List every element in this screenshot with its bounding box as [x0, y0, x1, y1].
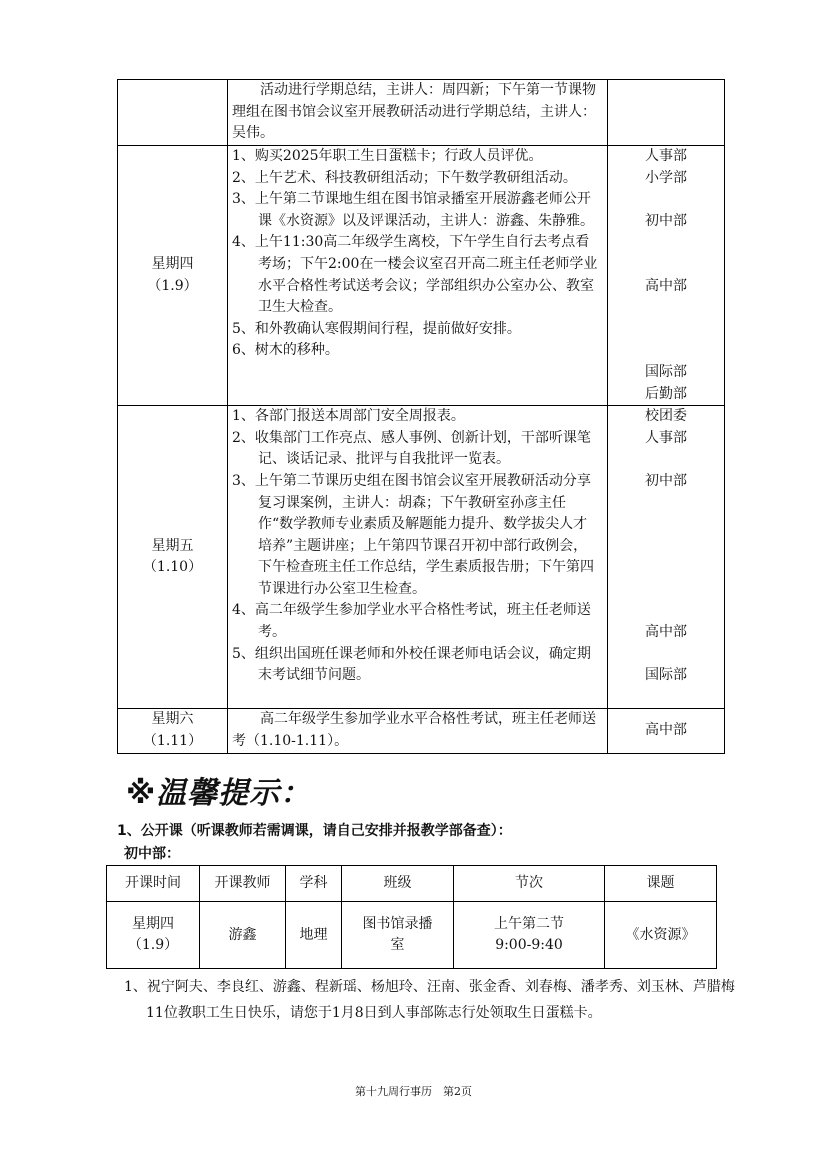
cell-room: 图书馆录播室 — [342, 902, 454, 969]
cell-period — [454, 902, 605, 969]
cell-topic: 《水资源》 — [605, 902, 717, 969]
table-row — [107, 902, 717, 969]
list-item: 1、各部门报送本周部门安全周报表。 — [232, 408, 465, 425]
schedule-row-thursday — [118, 146, 725, 406]
header-teacher: 开课教师 — [200, 866, 286, 902]
time-date: （1.9） — [127, 937, 179, 953]
day-cell-saturday — [118, 709, 228, 753]
dept-label: 高中部 — [645, 624, 687, 641]
friday-content — [228, 406, 608, 709]
dept-label: 初中部 — [645, 472, 687, 489]
header-time: 开课时间 — [107, 866, 200, 902]
list-item: 2、收集部门工作亮点、感人事例、创新计划，干部听课笔记、谈话记录、批评与自我批评一览表。 — [232, 429, 591, 468]
dept-spacer — [608, 536, 724, 558]
thursday-depts — [608, 146, 725, 406]
schedule-row-saturday — [118, 709, 725, 753]
day-date: （1.10） — [142, 559, 203, 576]
dept-label: 高中部 — [645, 277, 687, 294]
dept-spacer — [608, 600, 724, 622]
list-item: 3、上午第二节课地生组在图书馆录播室开展游鑫老师公开课《水资源》以及评课活动，主讲人：游鑫、朱静雅。 — [232, 191, 594, 229]
dept-label: 后勤部 — [645, 385, 687, 402]
schedule-table — [117, 79, 725, 754]
list-item: 3、上午第二节课历史组在图书馆会议室开展教研活动分享复习课案例，主讲人：胡森；下午教研室孙彦主任作“数学教师专业素质及解题能力提升、数学拔尖人才培养”主题讲座；上午第四节课召开初中部行政例会，下午检查班主任工作总结，学生素质报告册；下午第四节课进行办公室卫生检查。 — [232, 472, 594, 597]
continued-text: 活动进行学期总结，主讲人：周四新；下午第一节课物理组在图书馆会议室开展教研活动进行学期总结，主讲人：吴伟。 — [232, 82, 596, 142]
dept-label: 国际部 — [645, 363, 687, 380]
friday-depts — [608, 406, 725, 709]
day-cell-empty — [118, 80, 228, 146]
period-name: 上午第二节 — [494, 916, 564, 932]
list-item: 6、树木的移种。 — [232, 342, 339, 359]
list-item: 4、高二年级学生参加学业水平合格性考试，班主任老师送考。 — [232, 602, 591, 641]
cell-subject: 地理 — [286, 902, 342, 969]
header-subject: 学科 — [286, 866, 342, 902]
dept-label: 国际部 — [645, 667, 687, 684]
saturday-content — [228, 709, 608, 753]
saturday-text: 高二年级学生参加学业水平合格性考试，班主任老师送考（1.10-1.11）。 — [232, 711, 596, 750]
header-period: 节次 — [454, 866, 605, 902]
dept-spacer — [608, 687, 724, 709]
period-time: 9:00-9:40 — [495, 937, 563, 953]
dept-spacer — [608, 493, 724, 515]
dept-spacer — [608, 579, 724, 601]
dept-label: 校团委 — [645, 408, 687, 425]
dept-spacer — [608, 449, 724, 471]
table-header-row — [107, 866, 717, 902]
dept-spacer — [608, 232, 724, 254]
dept-label: 人事部 — [645, 148, 687, 164]
dept-spacer — [608, 189, 724, 211]
day-date: （1.11） — [142, 733, 203, 750]
header-topic: 课题 — [605, 866, 717, 902]
time-day: 星期四 — [132, 916, 174, 932]
dept-spacer — [608, 644, 724, 666]
open-class-table — [106, 865, 717, 969]
list-item: 5、和外教确认寒假期间行程，提前做好安排。 — [232, 320, 521, 337]
tips-title: ※温馨提示： — [126, 776, 312, 811]
dept-label: 人事部 — [645, 429, 687, 446]
cell-teacher: 游鑫 — [200, 902, 286, 969]
list-item: 1、购买2025年职工生日蛋糕卡；行政人员评优。 — [232, 148, 543, 164]
birthday-notice: 1、祝宁阿夫、李良红、游鑫、程新瑶、杨旭玲、汪南、张金香、刘春梅、潘孝秀、刘玉林、芦腊梅11位教职工生日快乐，请您于1月8日到人事部陈志行处领取生日蛋糕卡。 — [124, 979, 735, 1021]
dept-spacer — [608, 319, 724, 341]
day-label: 星期六 — [151, 711, 194, 728]
section-heading: 1、公开课（听课教师若需调课，请自己安排并报教学部备查）： — [117, 823, 512, 839]
dept-label: 小学部 — [645, 169, 687, 186]
cell-time — [107, 902, 200, 969]
dept-label: 高中部 — [645, 722, 687, 739]
dept-spacer — [608, 340, 724, 362]
section-subheading: 初中部： — [124, 846, 180, 862]
page-footer: 第十九周行事历 第2页 — [355, 1085, 472, 1098]
schedule-row-friday — [118, 406, 725, 709]
dept-label: 初中部 — [645, 212, 687, 229]
day-label: 星期四 — [151, 255, 194, 272]
list-item: 5、组织出国班任课老师和外校任课老师电话会议，确定期末考试细节问题。 — [232, 645, 591, 684]
list-item: 2、上午艺术、科技教研组活动；下午数学教研组活动。 — [232, 169, 577, 186]
saturday-dept — [608, 709, 725, 753]
schedule-row-continued — [118, 80, 725, 146]
dept-spacer — [608, 254, 724, 276]
day-cell-thursday — [118, 146, 228, 406]
dept-spacer — [608, 557, 724, 579]
dept-spacer — [608, 297, 724, 319]
thursday-content — [228, 146, 608, 406]
day-label: 星期五 — [151, 537, 194, 554]
dept-spacer — [608, 514, 724, 536]
header-class: 班级 — [342, 866, 454, 902]
day-date: （1.9） — [147, 277, 198, 294]
list-item: 4、上午11:30高二年级学生离校，下午学生自行去考点看考场；下午2:00在一楼会议室召开高二班主任老师学业水平合格性考试送考会议；学部组织办公室办公、教室卫生大检查。 — [232, 234, 598, 316]
day-cell-friday — [118, 406, 228, 709]
dept-cell-empty — [608, 80, 725, 146]
continued-content — [228, 80, 608, 146]
